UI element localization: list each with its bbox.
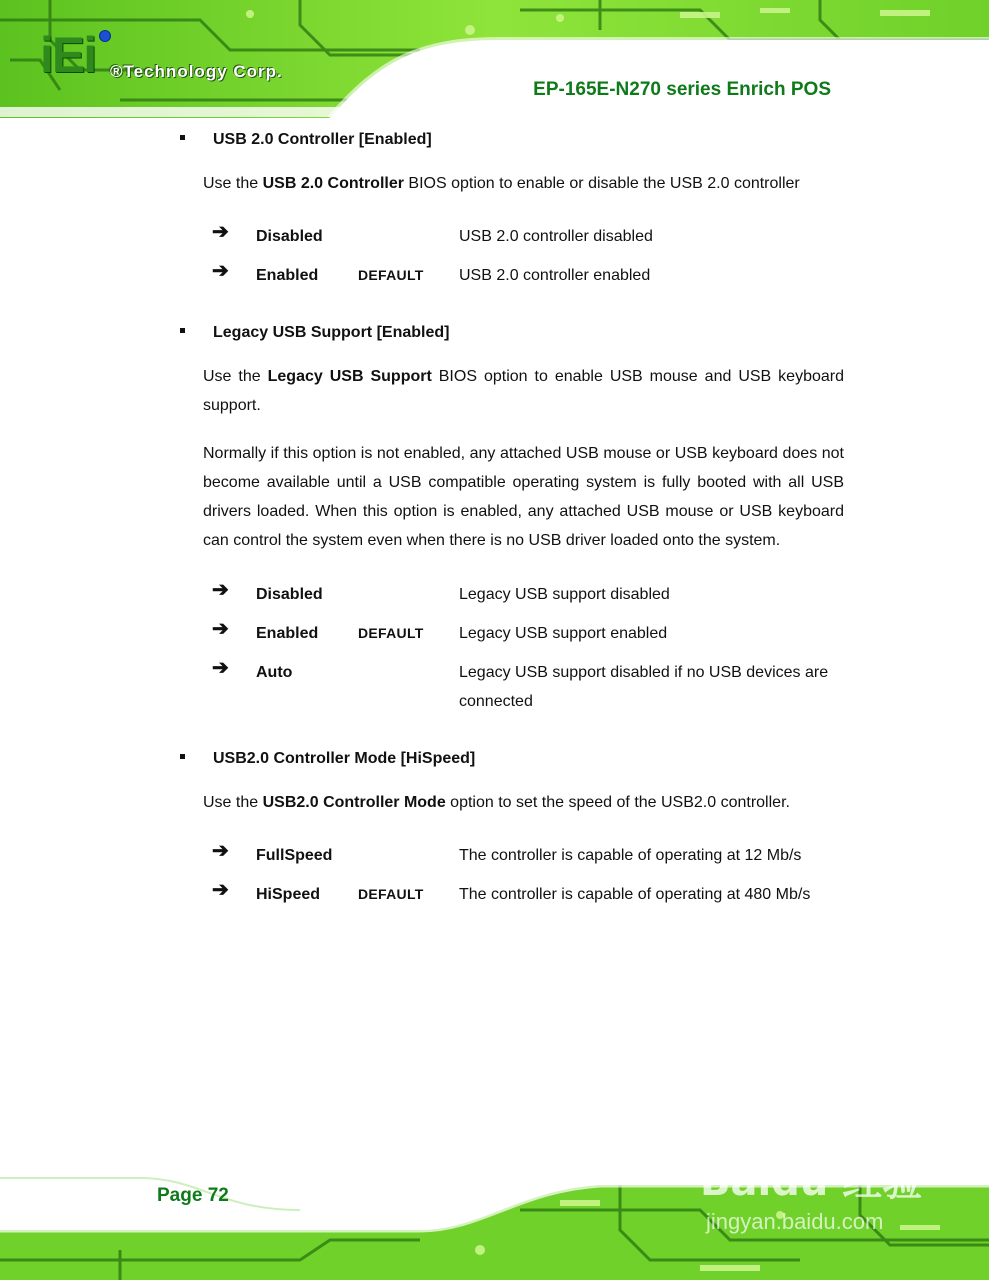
logo-tagline: ®Technology Corp. [110,62,283,81]
option-description: The controller is capable of operating at 480 Mb/s [459,886,811,903]
logo-iei-text: iEi [40,27,96,83]
option-description: USB 2.0 controller enabled [459,267,651,284]
option-description: Legacy USB support disabled if no USB devices are connected [459,664,829,710]
intro-prefix: Use the [203,794,263,811]
arrow-right-icon: ➔ [212,618,229,640]
document-title: EP-165E-N270 series Enrich POS [533,79,831,100]
arrow-right-icon: ➔ [212,260,229,282]
option-description: The controller is capable of operating at 12 Mb/s [459,847,802,864]
heading-text: Legacy USB Support [Enabled] [213,324,450,341]
heading-text: USB2.0 Controller Mode [HiSpeed] [213,750,476,767]
section-note: Normally if this option is not enabled, any attached USB mouse or USB keyboard does not become available until a USB compatible operating system is fully booted with all USB drivers loaded. When this option is enabled, any attached USB mouse or USB keyboard can control the system even when there is no USB driver loaded onto the system. [203,445,844,549]
arrow-right-icon: ➔ [212,579,229,601]
arrow-right-icon: ➔ [212,221,229,243]
section-intro [203,362,844,420]
page-number: Page 72 [157,1185,229,1206]
option-name: Disabled [256,586,323,603]
company-logo [40,27,320,83]
option-name: Disabled [256,228,323,245]
intro-suffix: BIOS option to enable USB mouse and USB keyboard support. [203,368,844,414]
baidu-watermark: Baidu 经验 [700,1159,923,1205]
option-name: FullSpeed [256,847,333,864]
section-intro [203,169,844,198]
bullet-square-icon [180,328,185,333]
option-default: DEFAULT [358,886,424,902]
arrow-right-icon: ➔ [212,879,229,901]
section-heading-usb20-controller-mode [180,750,475,768]
option-description: USB 2.0 controller disabled [459,228,653,245]
option-name: HiSpeed [256,886,321,903]
page-header [0,0,989,118]
option-description: Legacy USB support disabled [459,586,670,603]
option-name: Enabled [256,625,319,642]
arrow-right-icon: ➔ [212,840,229,862]
intro-prefix: Use the [203,175,263,192]
bullet-square-icon [180,135,185,140]
section-heading-usb20-controller [180,131,432,149]
heading-text: USB 2.0 Controller [Enabled] [213,131,432,148]
intro-bold: USB2.0 Controller Mode [262,794,446,811]
bullet-square-icon [180,754,185,759]
logo-dot-icon [99,30,111,42]
option-name: Enabled [256,267,319,284]
intro-bold: USB 2.0 Controller [262,175,404,192]
option-default: DEFAULT [358,267,424,283]
section-heading-legacy-usb-support [180,324,449,342]
option-description: Legacy USB support enabled [459,625,668,642]
section-intro [203,788,844,817]
intro-bold: Legacy USB Support [267,368,432,385]
intro-prefix: Use the [203,368,268,385]
option-default: DEFAULT [358,625,424,641]
intro-suffix: BIOS option to enable or disable the USB 2.0 controller [403,175,800,192]
arrow-right-icon: ➔ [212,657,229,679]
baidu-watermark-url: jingyan.baidu.com [706,1209,884,1234]
option-name: Auto [256,664,293,681]
intro-suffix: option to set the speed of the USB2.0 controller. [445,794,790,811]
